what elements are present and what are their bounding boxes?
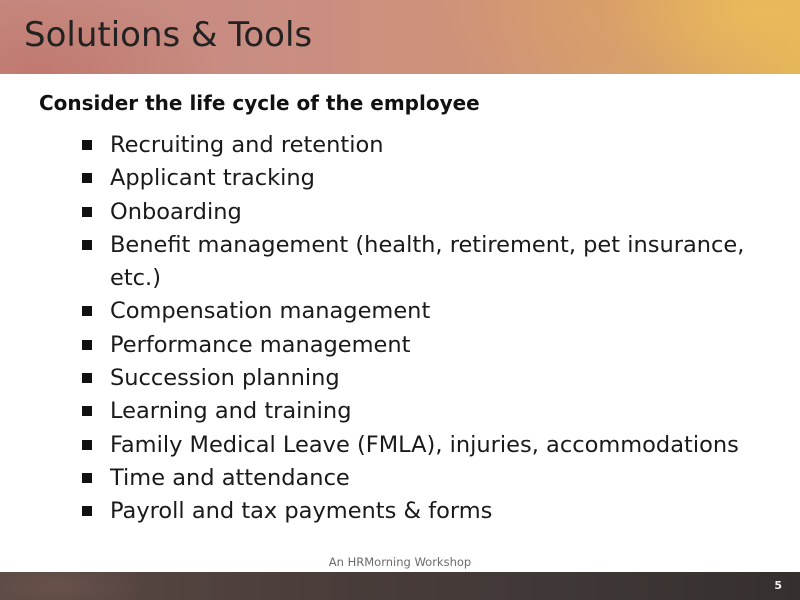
slide-title: Solutions & Tools: [24, 15, 313, 55]
list-item-text: Applicant tracking: [110, 165, 315, 192]
square-bullet-icon: [82, 440, 92, 450]
square-bullet-icon: [82, 240, 92, 250]
footer-band: [0, 572, 800, 600]
list-item: [82, 495, 762, 528]
square-bullet-icon: [82, 506, 92, 516]
square-bullet-icon: [82, 473, 92, 483]
list-item-text: Family Medical Leave (FMLA), injuries, accommodations: [110, 431, 739, 458]
square-bullet-icon: [82, 306, 92, 316]
list-item: [82, 295, 762, 328]
list-item-text: Recruiting and retention: [110, 132, 384, 158]
title-band: [0, 0, 800, 74]
slide-subtitle: Consider the life cycle of the employee: [39, 91, 480, 115]
square-bullet-icon: [82, 340, 92, 350]
list-item: [82, 462, 762, 495]
square-bullet-icon: [82, 373, 92, 383]
list-item-text: Time and attendance: [110, 464, 350, 491]
page-number: 5: [774, 579, 782, 592]
square-bullet-icon: [82, 173, 92, 183]
list-item: [82, 362, 762, 395]
list-item-text: Onboarding: [110, 198, 242, 225]
list-item: [82, 229, 762, 296]
list-item-text: Benefit management (health, retirement, pet insurance, etc.): [110, 231, 745, 292]
square-bullet-icon: [82, 207, 92, 217]
list-item-text: Performance management: [110, 331, 411, 358]
list-item: [82, 129, 762, 162]
list-item: [82, 329, 762, 362]
list-item-text: Compensation management: [110, 298, 431, 325]
list-item: [82, 395, 762, 428]
list-item: [82, 162, 762, 195]
square-bullet-icon: [82, 406, 92, 416]
list-item-text: Learning and training: [110, 398, 352, 425]
bullet-list: [82, 129, 762, 529]
footer-caption: An HRMorning Workshop: [328, 555, 472, 569]
list-item-text: Payroll and tax payments & forms: [110, 498, 493, 525]
list-item-text: Succession planning: [110, 365, 340, 392]
list-item: [82, 429, 762, 462]
square-bullet-icon: [82, 140, 92, 150]
list-item: [82, 196, 762, 229]
